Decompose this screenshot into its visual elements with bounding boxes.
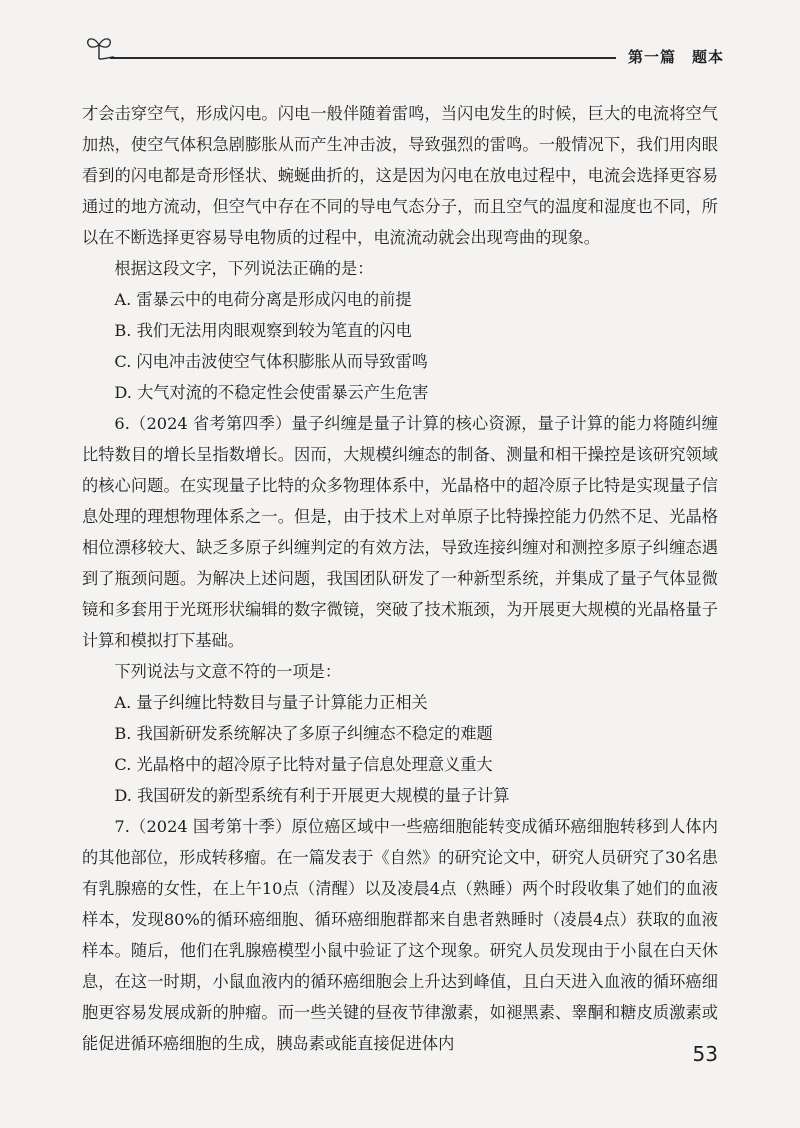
option-b: B. 我们无法用肉眼观察到较为笔直的闪电	[114, 321, 412, 340]
option-b: B. 我国新研发系统解决了多原子纠缠态不稳定的难题	[114, 724, 493, 743]
passage-continuation: 才会击穿空气，形成闪电。闪电一般伴随着雷鸣，当闪电发生的时候，巨大的电流将空气加热，使空气体积急剧膨胀从而产生冲击波，导致强烈的雷鸣。一般情况下，我们用肉眼看到的闪电都是奇形怪状、蜿蜒曲折的，这是因为闪电在放电过程中，电流会选择更容易通过的地方流动，但空气中存在不同的导电气态分子，而且空气的温度和湿度也不同，所以在不断选择更容易导电物质的过程中，电流流动就会出现弯曲的现象。	[82, 104, 718, 247]
page-content	[82, 98, 718, 1059]
header-rule	[110, 57, 616, 59]
question-prompt: 根据这段文字，下列说法正确的是：	[114, 259, 374, 278]
question-7-passage: 7.（2024 国考第十季）原位癌区域中一些癌细胞能转变成循环癌细胞转移到人体内的其他部位，形成转移瘤。在一篇发表于《自然》的研究论文中，研究人员研究了30名患有乳腺癌的女性，在上午10点（清醒）以及凌晨4点（熟睡）两个时段收集了她们的血液样本，发现80%的循环癌细胞、循环癌细胞群都来自患者熟睡时（凌晨4点）获取的血液样本。随后，他们在乳腺癌模型小鼠中验证了这个现象。研究人员发现由于小鼠在白天休息，在这一时期，小鼠血液内的循环癌细胞会上升达到峰值，且白天进入血液的循环癌细胞更容易发展成新的肿瘤。而一些关键的昼夜节律激素，如褪黑素、睾酮和糖皮质激素或能促进循环癌细胞的生成，胰岛素或能直接促进体内	[82, 817, 718, 1053]
option-c: C. 光晶格中的超冷原子比特对量子信息处理意义重大	[114, 755, 493, 774]
option-d: D. 我国研发的新型系统有利于开展更大规模的量子计算	[114, 786, 510, 805]
option-d: D. 大气对流的不稳定性会使雷暴云产生危害	[114, 383, 429, 402]
page-header	[84, 30, 724, 66]
section-title: 第一篇 题本	[627, 48, 724, 66]
page-number: 53	[692, 1042, 718, 1066]
option-c: C. 闪电冲击波使空气体积膨胀从而导致雷鸣	[114, 352, 428, 371]
question-6-passage: 6.（2024 省考第四季）量子纠缠是量子计算的核心资源，量子计算的能力将随纠缠比特数目的增长呈指数增长。因而，大规模纠缠态的制备、测量和相干操控是该研究领域的核心问题。在实现量子比特的众多物理体系中，光晶格中的超冷原子比特是实现量子信息处理的理想物理体系之一。但是，由于技术上对单原子比特操控能力仍然不足、光晶格相位漂移较大、缺乏多原子纠缠判定的有效方法，导致连接纠缠对和测控多原子纠缠态遇到了瓶颈问题。为解决上述问题，我国团队研发了一种新型系统，并集成了量子气体显微镜和多套用于光斑形状编辑的数字微镜，突破了技术瓶颈，为开展更大规模的光晶格量子计算和模拟打下基础。	[82, 414, 718, 650]
option-a: A. 量子纠缠比特数目与量子计算能力正相关	[114, 693, 428, 712]
question-prompt: 下列说法与文意不符的一项是：	[114, 662, 342, 681]
option-a: A. 雷暴云中的电荷分离是形成闪电的前提	[114, 290, 412, 309]
